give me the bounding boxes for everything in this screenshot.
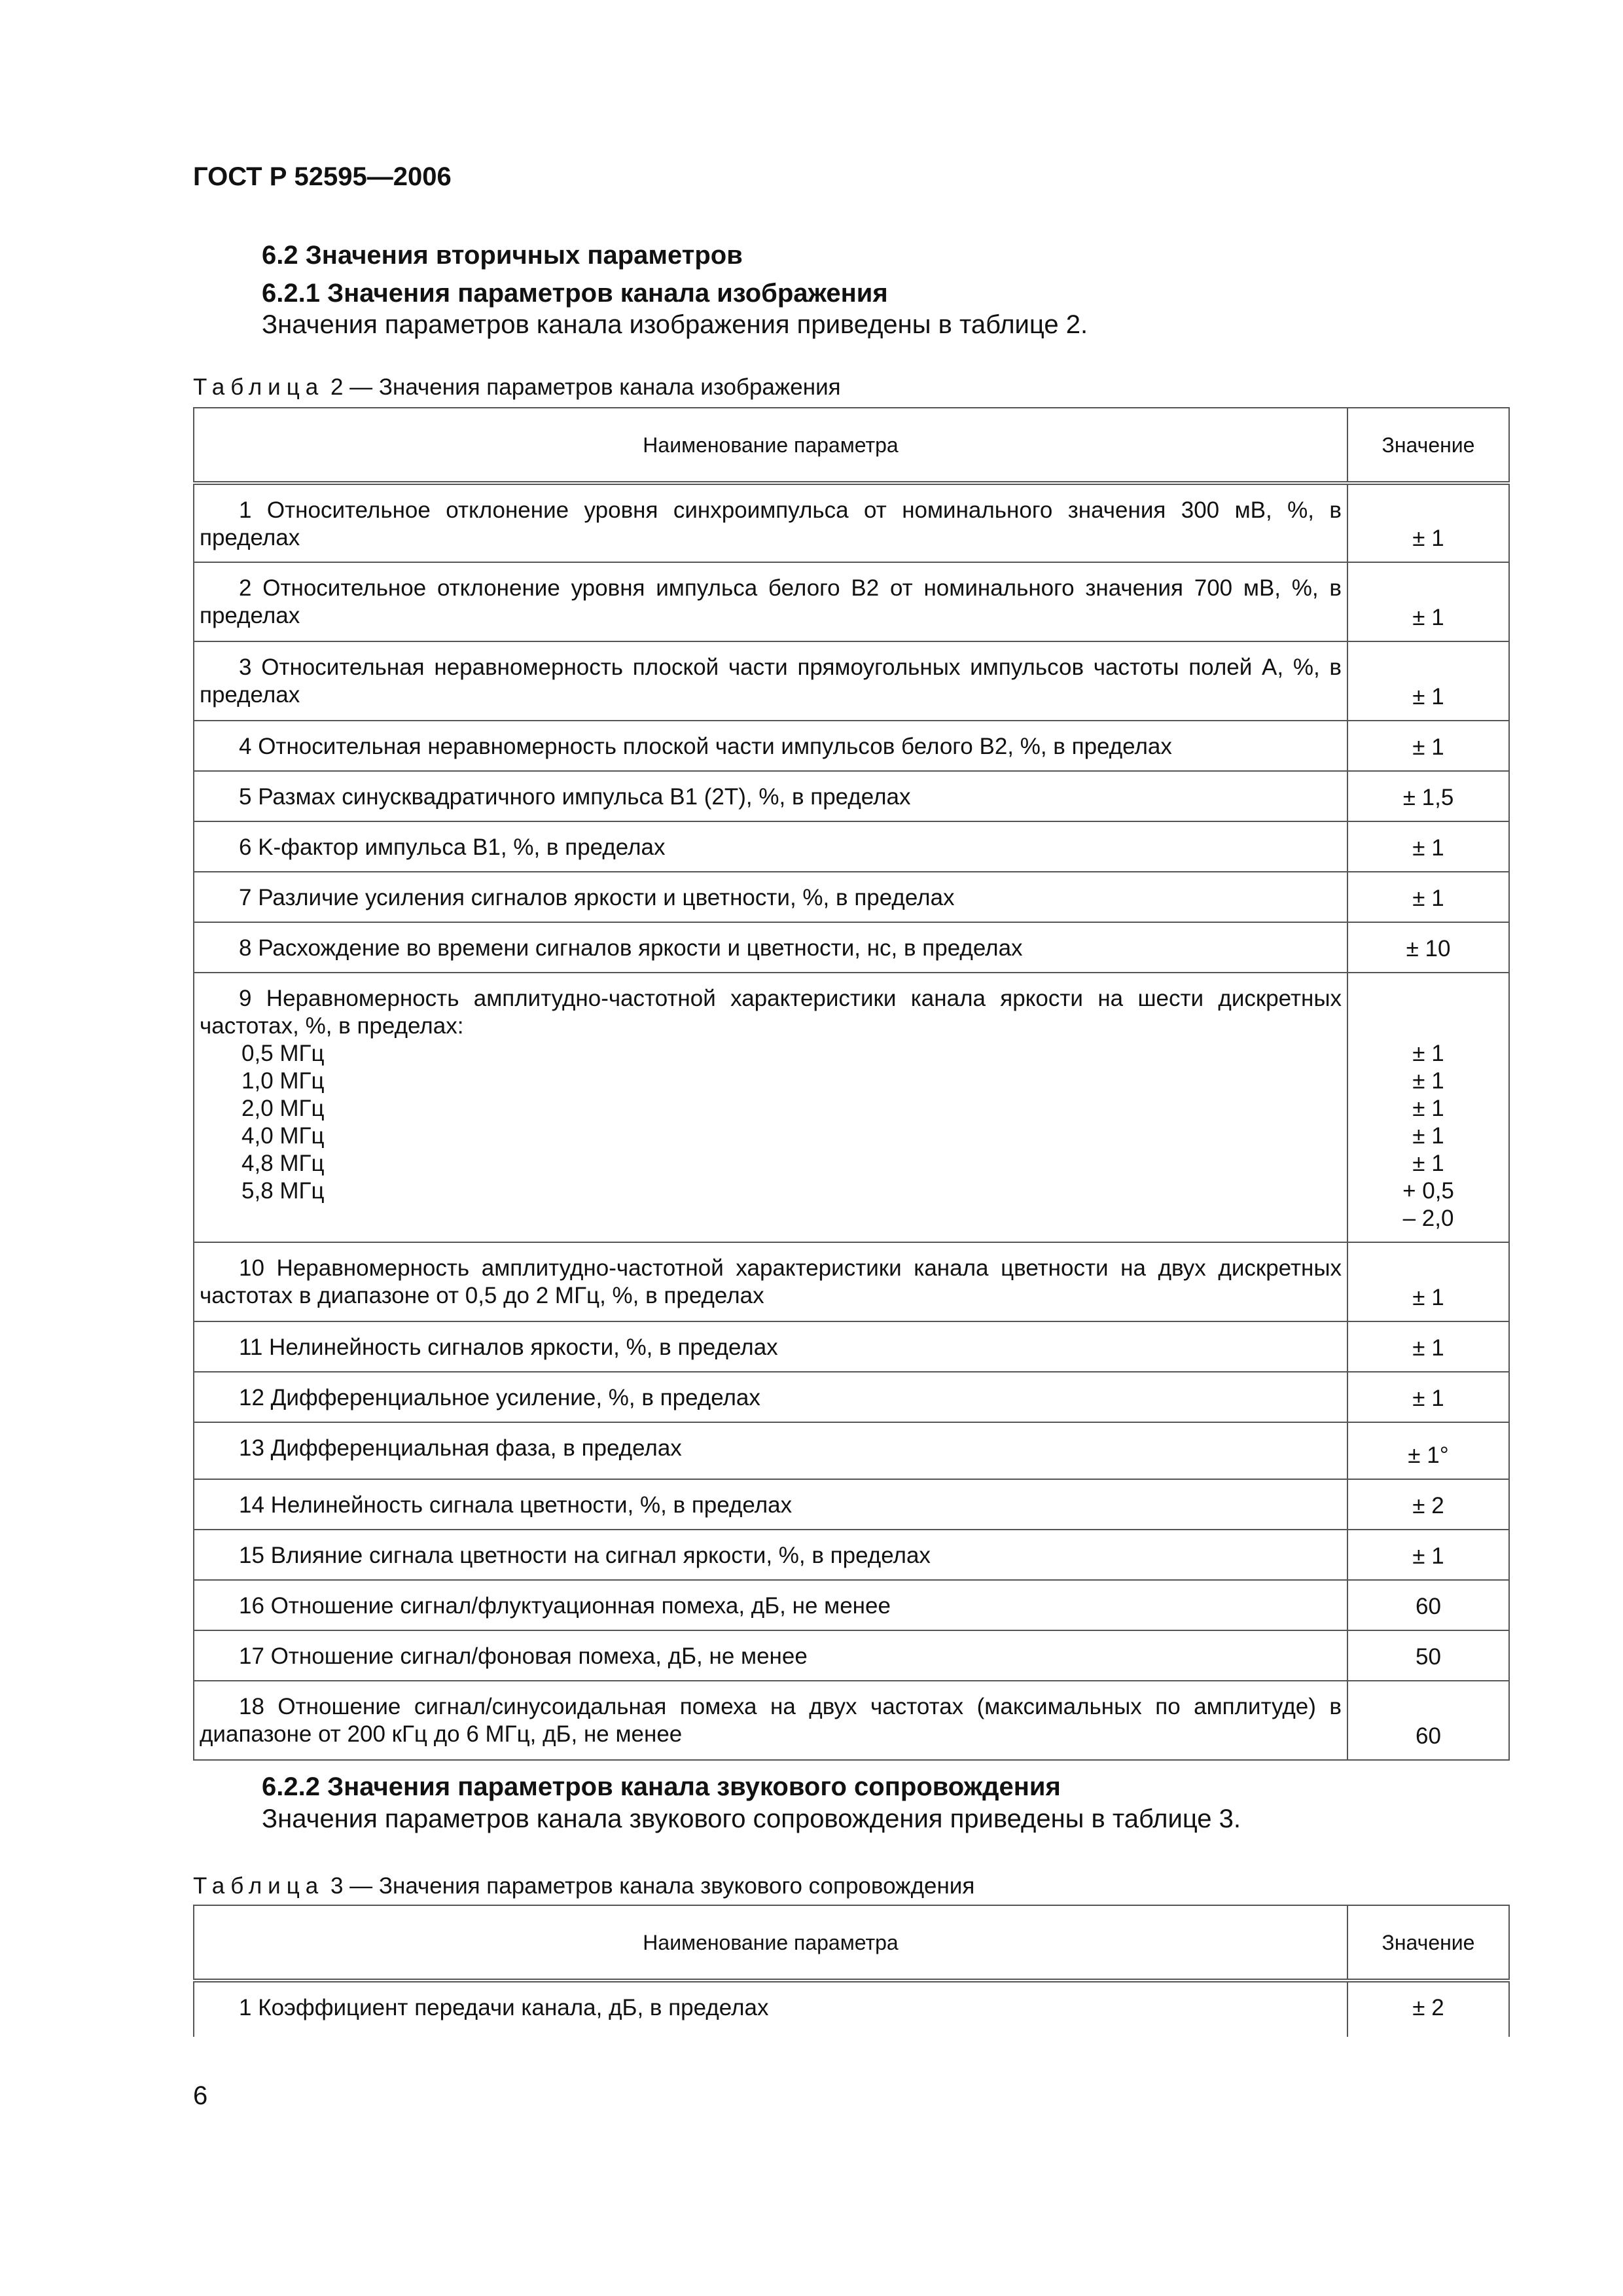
page-number: 6 [193, 2081, 208, 2110]
table2-row7-name [194, 872, 1347, 922]
row-text: 4 Относительная неравномерность плоской части импульсов белого B2, %, в пределах [239, 734, 1172, 759]
table2-row8-value: ± 10 [1347, 922, 1509, 973]
row-text: 10 Неравномерность амплитудно-частотной характеристики канала цветности на двух дискретных частотах в диапазоне от 0,5 до 2 МГц, %, в пределах [200, 1255, 1342, 1308]
table2-caption-word: Таблица [193, 374, 325, 400]
table2-row5-value: ± 1,5 [1347, 771, 1509, 821]
table2-row16-value: 60 [1347, 1580, 1509, 1630]
table3-row1-value: ± 2 [1347, 1981, 1509, 2037]
table-row [194, 1422, 1509, 1479]
row-text: 18 Отношение сигнал/синусоидальная помеха на двух частотах (максимальных по амплитуде) в диапазоне от 200 кГц до 6 МГц, дБ, не менее [200, 1694, 1342, 1747]
table-row [194, 641, 1509, 721]
table2-row17-value: 50 [1347, 1630, 1509, 1681]
table-row [194, 1981, 1509, 2037]
row-text: 5 Размах синусквадратичного импульса B1 (2T), %, в пределах [239, 784, 911, 810]
table3 [193, 1905, 1510, 2037]
table3-caption-text: 3 — Значения параметров канала звукового сопровождения [324, 1873, 975, 1899]
table2-row12-name [194, 1372, 1347, 1422]
row-text: 1 Относительное отклонение уровня синхроимпульса от номинального значения 300 мВ, %, в пределах [200, 497, 1342, 550]
freq-item: 4,8 МГц [241, 1151, 325, 1176]
table3-caption [193, 1873, 974, 1899]
table-row [194, 771, 1509, 821]
row-text: 13 Дифференциальная фаза, в пределах [239, 1435, 682, 1461]
table2-row11-value: ± 1 [1347, 1321, 1509, 1372]
table-row [194, 1630, 1509, 1681]
table-row [194, 1479, 1509, 1530]
table2-row13-value: ± 1° [1347, 1422, 1509, 1479]
table2-row14-name [194, 1479, 1347, 1530]
table2-row14-value: ± 2 [1347, 1479, 1509, 1530]
table2-row1-name [194, 483, 1347, 562]
table2-row8-name [194, 922, 1347, 973]
table-row [194, 821, 1509, 872]
table-row [194, 1580, 1509, 1630]
table2 [193, 407, 1510, 1761]
freq-value: ± 1 [1412, 1151, 1444, 1176]
freq-value: – 2,0 [1402, 1206, 1454, 1231]
section-6-2-2-text: Значения параметров канала звукового сопровождения приведены в таблице 3. [262, 1804, 1241, 1833]
row-text: 1 Коэффициент передачи канала, дБ, в пределах [239, 1995, 769, 2020]
row-text: 15 Влияние сигнала цветности на сигнал яркости, %, в пределах [239, 1543, 931, 1568]
table-row [194, 973, 1509, 1242]
table3-caption-word: Таблица [193, 1873, 325, 1899]
table2-row4-name [194, 721, 1347, 771]
table-row [194, 1530, 1509, 1580]
table2-row12-value: ± 1 [1347, 1372, 1509, 1422]
table-row [194, 872, 1509, 922]
table2-col-value: Значение [1347, 408, 1509, 483]
table-row [194, 562, 1509, 641]
freq-value: ± 1 [1412, 1068, 1444, 1094]
row-text: 14 Нелинейность сигнала цветности, %, в пределах [239, 1492, 793, 1518]
row-text: 6 K-фактор импульса B1, %, в пределах [239, 834, 666, 860]
table3-col-value: Значение [1347, 1905, 1509, 1981]
table2-row1-value: ± 1 [1347, 483, 1509, 562]
table2-col-name: Наименование параметра [194, 408, 1347, 483]
row-text: 8 Расхождение во времени сигналов яркости и цветности, нс, в пределах [239, 935, 1023, 961]
freq-item: 5,8 МГц [241, 1178, 325, 1204]
section-6-2-1-heading: 6.2.1 Значения параметров канала изображения [262, 279, 888, 308]
table2-row13-name [194, 1422, 1347, 1479]
freq-item: 1,0 МГц [241, 1068, 325, 1094]
table2-row2-name [194, 562, 1347, 641]
table2-caption-text: 2 — Значения параметров канала изображения [324, 374, 841, 400]
table-row [194, 1242, 1509, 1321]
table2-row9-name [194, 973, 1347, 1242]
table2-row3-name [194, 641, 1347, 721]
table2-header-row [194, 408, 1509, 483]
freq-item: 0,5 МГц [241, 1041, 325, 1066]
table2-row4-value: ± 1 [1347, 721, 1509, 771]
freq-value: + 0,5 [1402, 1178, 1454, 1204]
table2-row16-name [194, 1580, 1347, 1630]
table-row [194, 1372, 1509, 1422]
table2-row18-value: 60 [1347, 1681, 1509, 1760]
freq-item: 2,0 МГц [241, 1096, 325, 1121]
table-row [194, 1681, 1509, 1760]
document-standard-number: ГОСТ Р 52595—2006 [193, 162, 452, 191]
table2-row11-name [194, 1321, 1347, 1372]
table2-row7-value: ± 1 [1347, 872, 1509, 922]
table2-row18-name [194, 1681, 1347, 1760]
table-row [194, 1321, 1509, 1372]
table2-caption [193, 374, 841, 401]
freq-value: ± 1 [1412, 1123, 1444, 1149]
table-row [194, 721, 1509, 771]
row-text: 16 Отношение сигнал/флуктуационная помеха, дБ, не менее [239, 1593, 891, 1619]
row-text: 9 Неравномерность амплитудно-частотной характеристики канала яркости на шести дискретных частотах, %, в пределах: [200, 986, 1342, 1039]
row-text: 12 Дифференциальное усиление, %, в пределах [239, 1385, 760, 1410]
table2-row9-values [1347, 973, 1509, 1242]
freq-value: ± 1 [1412, 1041, 1444, 1066]
table2-row17-name [194, 1630, 1347, 1681]
table2-row5-name [194, 771, 1347, 821]
table-row [194, 922, 1509, 973]
row-text: 2 Относительное отклонение уровня импульса белого B2 от номинального значения 700 мВ, %, в пределах [200, 575, 1342, 628]
table2-row3-value: ± 1 [1347, 641, 1509, 721]
table2-row10-name [194, 1242, 1347, 1321]
row-text: 3 Относительная неравномерность плоской части прямоугольных импульсов частоты полей A, %, в пределах [200, 655, 1342, 708]
table3-row1-name [194, 1981, 1347, 2037]
section-6-2-2-heading: 6.2.2 Значения параметров канала звукового сопровождения [262, 1772, 1061, 1801]
row-text: 7 Различие усиления сигналов яркости и цветности, %, в пределах [239, 885, 955, 910]
section-6-2-1-text: Значения параметров канала изображения приведены в таблице 2. [262, 310, 1088, 339]
table-row [194, 483, 1509, 562]
table2-row6-name [194, 821, 1347, 872]
row-text: 11 Нелинейность сигналов яркости, %, в пределах [239, 1335, 778, 1360]
table2-row15-name [194, 1530, 1347, 1580]
row-text: 17 Отношение сигнал/фоновая помеха, дБ, не менее [239, 1643, 808, 1669]
freq-value: ± 1 [1412, 1096, 1444, 1121]
table3-header-row [194, 1905, 1509, 1981]
freq-item: 4,0 МГц [241, 1123, 325, 1149]
table2-row10-value: ± 1 [1347, 1242, 1509, 1321]
table2-row6-value: ± 1 [1347, 821, 1509, 872]
table2-row15-value: ± 1 [1347, 1530, 1509, 1580]
section-6-2-heading: 6.2 Значения вторичных параметров [262, 241, 743, 270]
table3-col-name: Наименование параметра [194, 1905, 1347, 1981]
table2-row2-value: ± 1 [1347, 562, 1509, 641]
